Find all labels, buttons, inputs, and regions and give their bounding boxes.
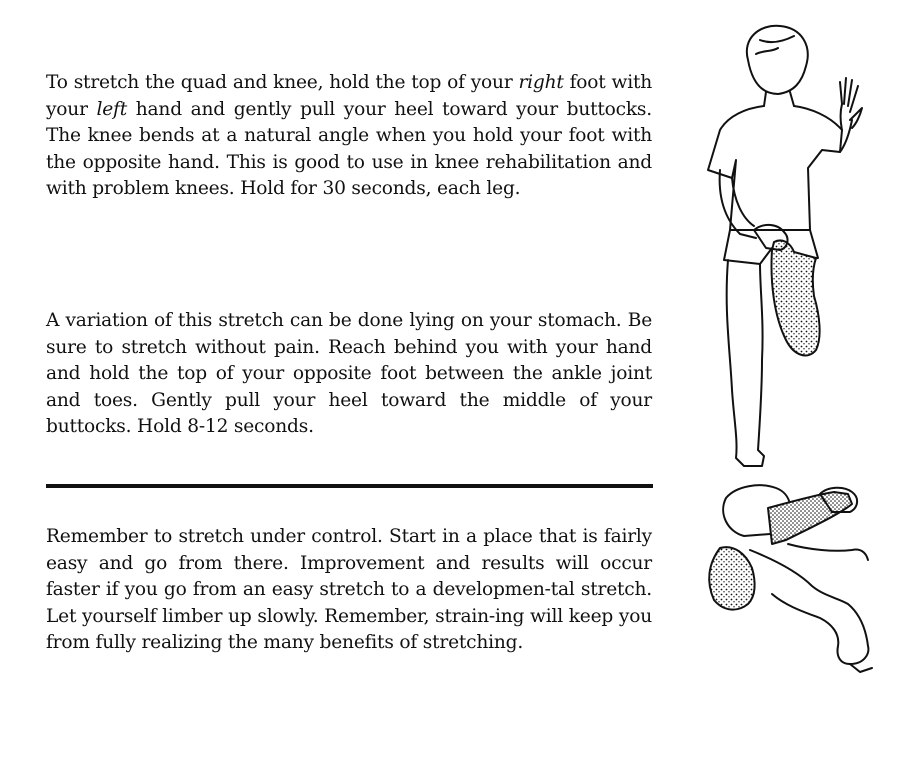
- head-outline: [747, 26, 808, 94]
- p1-text-b: foot with your: [46, 72, 653, 120]
- lying-arm-stippled: [768, 492, 852, 544]
- lying-quad-stretch-illustration: [700, 478, 900, 678]
- lying-legs: [750, 550, 868, 664]
- section-divider: [46, 484, 653, 488]
- lying-hip-stippled: [709, 547, 754, 609]
- standing-quad-stretch-paragraph: [46, 70, 652, 203]
- shirt-outline: [708, 106, 842, 230]
- p1-text-a: To stretch the quad and knee, hold the top of your: [46, 72, 519, 93]
- emphasis-left: left: [96, 98, 128, 120]
- lying-quad-stretch-paragraph: A variation of this stretch can be done lying on your stomach. Be sure to stretch without pain. Reach behind you with your hand and hold the top of your opposite foot between the ankle joint and toes. Gently pull your heel toward the middle of your buttocks. Hold 8-12 seconds.: [46, 310, 652, 438]
- p1-text-c: hand and gently pull your heel toward your buttocks. The knee bends at a natural angle when you hold your foot with the opposite hand. This is good to use in knee rehabilitation and with problem knees. Hold for 30 seconds, each leg.: [46, 98, 652, 200]
- stretch-under-control-paragraph: Remember to stretch under control. Start in a place that is fairly easy and go from there. Improvement and results will occur faster if you go from an easy stretch to a developmen-tal stretch. Let yourself limber up slowly. Remember, strain-ing will keep you from fully realizing the many benefits of stretching.: [46, 526, 652, 654]
- standing-leg: [727, 260, 764, 466]
- bent-leg-stippled: [772, 240, 820, 355]
- standing-quad-stretch-illustration: [690, 20, 890, 475]
- emphasis-right: right: [518, 72, 564, 93]
